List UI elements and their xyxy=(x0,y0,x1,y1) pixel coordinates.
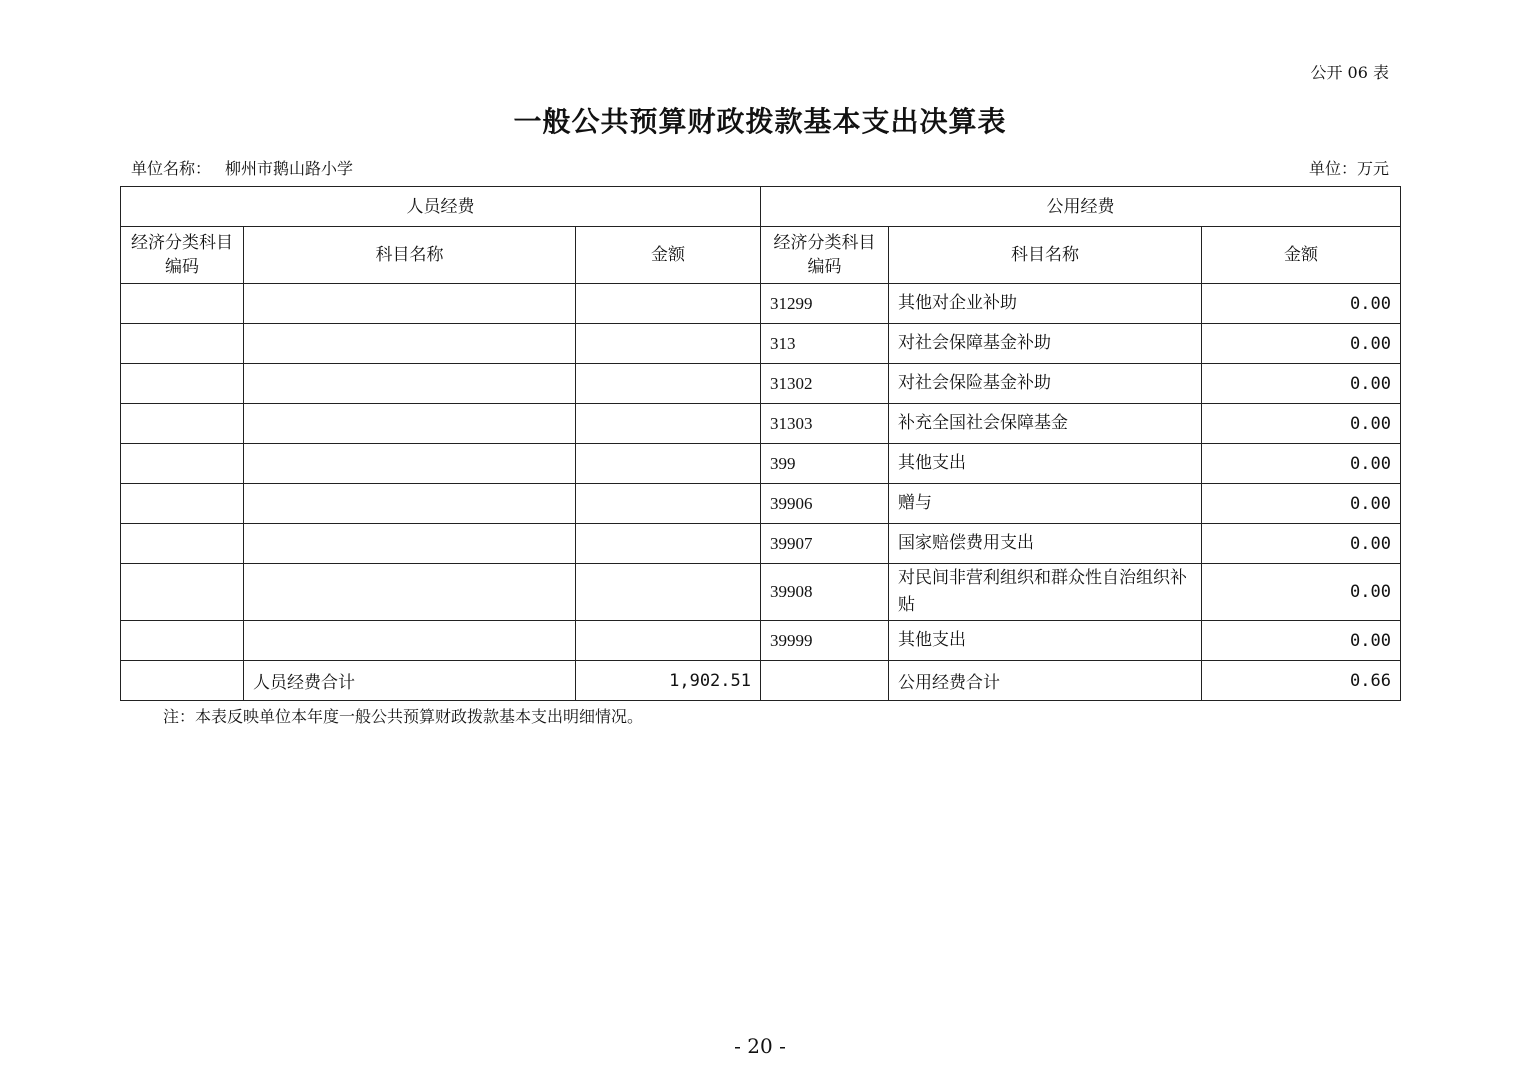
currency-unit: 单位：万元 xyxy=(1308,159,1389,178)
public-code-cell: 39999 xyxy=(761,621,889,661)
personnel-name-cell xyxy=(244,564,576,621)
personnel-code-cell xyxy=(121,444,244,484)
public-code-cell: 39908 xyxy=(761,564,889,621)
public-total-label: 公用经费合计 xyxy=(889,661,1202,701)
header-public-name: 科目名称 xyxy=(889,227,1202,284)
public-amount-cell: 0.00 xyxy=(1202,621,1401,661)
public-code-cell: 31299 xyxy=(761,284,889,324)
public-name-cell: 补充全国社会保障基金 xyxy=(889,404,1202,444)
expenditure-table xyxy=(120,186,1401,701)
table-row xyxy=(121,524,1401,564)
personnel-name-cell xyxy=(244,524,576,564)
page-title: 一般公共预算财政拨款基本支出决算表 xyxy=(513,105,1007,138)
public-amount-cell: 0.00 xyxy=(1202,364,1401,404)
public-code-cell: 31303 xyxy=(761,404,889,444)
personnel-amount-cell xyxy=(576,324,761,364)
table-row xyxy=(121,324,1401,364)
header-public-code: 经济分类科目编码 xyxy=(761,227,889,284)
header-personnel-amount: 金额 xyxy=(576,227,761,284)
page-number: - 20 - xyxy=(734,1034,786,1058)
unit-name-label: 单位名称： xyxy=(131,159,212,178)
personnel-code-cell xyxy=(121,284,244,324)
public-amount-cell: 0.00 xyxy=(1202,324,1401,364)
personnel-amount-cell xyxy=(576,484,761,524)
header-public-amount: 金额 xyxy=(1202,227,1401,284)
public-name-cell: 其他支出 xyxy=(889,444,1202,484)
public-code-cell: 39906 xyxy=(761,484,889,524)
header-personnel-code: 经济分类科目编码 xyxy=(121,227,244,284)
personnel-code-cell xyxy=(121,524,244,564)
personnel-name-cell xyxy=(244,364,576,404)
unit-name-value: 柳州市鹅山路小学 xyxy=(225,159,354,178)
public-amount-cell: 0.00 xyxy=(1202,444,1401,484)
public-amount-cell: 0.00 xyxy=(1202,524,1401,564)
form-code: 公开 06 表 xyxy=(1310,63,1389,82)
personnel-amount-cell xyxy=(576,444,761,484)
personnel-code-cell xyxy=(121,564,244,621)
totals-row xyxy=(121,661,1401,701)
group-header-personnel: 人员经费 xyxy=(121,187,761,227)
public-name-cell: 其他对企业补助 xyxy=(889,284,1202,324)
public-code-cell: 313 xyxy=(761,324,889,364)
unit-name xyxy=(131,156,353,179)
public-amount-cell: 0.00 xyxy=(1202,484,1401,524)
personnel-total-label: 人员经费合计 xyxy=(244,661,576,701)
public-code-cell: 399 xyxy=(761,444,889,484)
personnel-name-cell xyxy=(244,284,576,324)
personnel-total-amount: 1,902.51 xyxy=(576,661,761,701)
personnel-name-cell xyxy=(244,404,576,444)
public-name-cell: 赠与 xyxy=(889,484,1202,524)
personnel-code-cell xyxy=(121,404,244,444)
personnel-name-cell xyxy=(244,621,576,661)
personnel-amount-cell xyxy=(576,524,761,564)
public-amount-cell: 0.00 xyxy=(1202,404,1401,444)
public-amount-cell: 0.00 xyxy=(1202,564,1401,621)
public-amount-cell: 0.00 xyxy=(1202,284,1401,324)
public-total-code-cell xyxy=(761,661,889,701)
table-row xyxy=(121,284,1401,324)
table-row xyxy=(121,484,1401,524)
table-row xyxy=(121,404,1401,444)
personnel-amount-cell xyxy=(576,284,761,324)
public-name-cell: 其他支出 xyxy=(889,621,1202,661)
table-body xyxy=(121,284,1401,701)
public-name-cell: 对社会保险基金补助 xyxy=(889,364,1202,404)
personnel-amount-cell xyxy=(576,404,761,444)
personnel-code-cell xyxy=(121,484,244,524)
public-name-cell: 国家赔偿费用支出 xyxy=(889,524,1202,564)
header-personnel-name: 科目名称 xyxy=(244,227,576,284)
personnel-name-cell xyxy=(244,324,576,364)
personnel-name-cell xyxy=(244,444,576,484)
table-note: 注：本表反映单位本年度一般公共预算财政拨款基本支出明细情况。 xyxy=(163,707,644,726)
personnel-code-cell xyxy=(121,621,244,661)
personnel-total-code-cell xyxy=(121,661,244,701)
personnel-code-cell xyxy=(121,324,244,364)
column-header-row xyxy=(121,227,1401,284)
personnel-amount-cell xyxy=(576,564,761,621)
table-row xyxy=(121,444,1401,484)
table-row xyxy=(121,364,1401,404)
table-row xyxy=(121,564,1401,621)
personnel-amount-cell xyxy=(576,621,761,661)
personnel-amount-cell xyxy=(576,364,761,404)
public-code-cell: 39907 xyxy=(761,524,889,564)
group-header-public: 公用经费 xyxy=(761,187,1401,227)
public-code-cell: 31302 xyxy=(761,364,889,404)
table-row xyxy=(121,621,1401,661)
public-name-cell: 对民间非营利组织和群众性自治组织补贴 xyxy=(889,564,1202,621)
public-name-cell: 对社会保障基金补助 xyxy=(889,324,1202,364)
personnel-code-cell xyxy=(121,364,244,404)
group-header-row xyxy=(121,187,1401,227)
personnel-name-cell xyxy=(244,484,576,524)
public-total-amount: 0.66 xyxy=(1202,661,1401,701)
